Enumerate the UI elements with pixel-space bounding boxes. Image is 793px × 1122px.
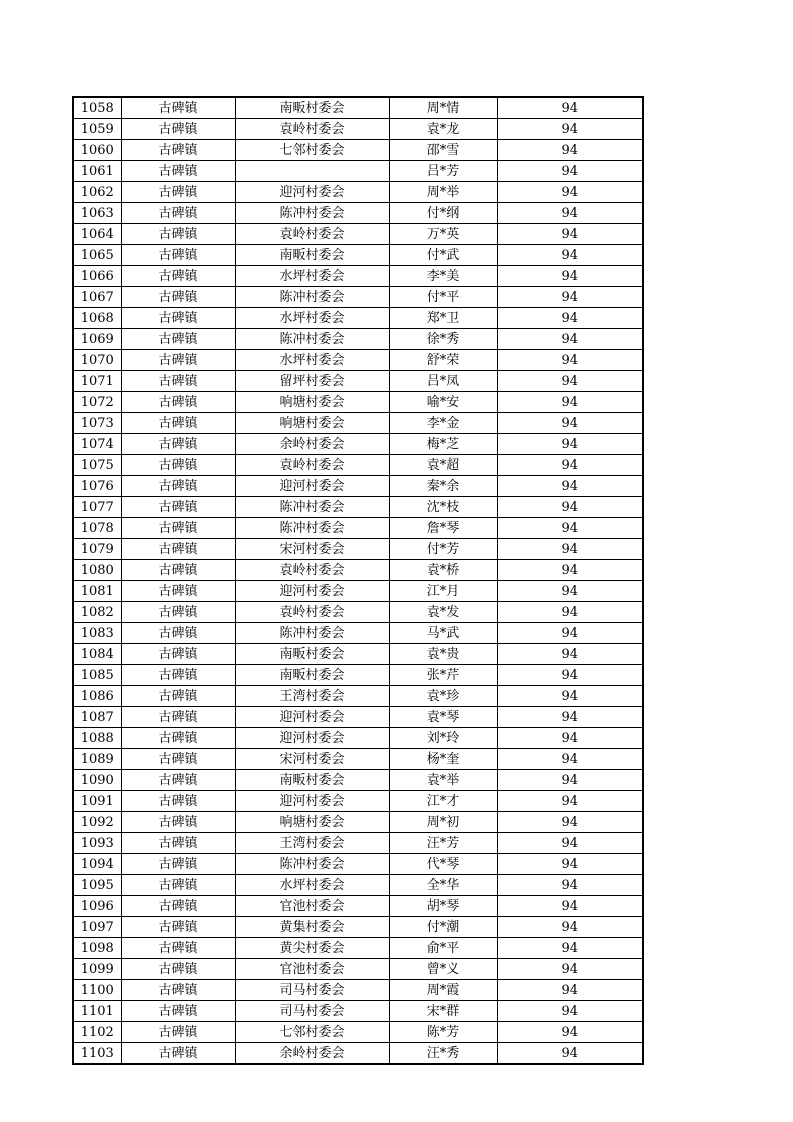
village-committee-cell: 宋河村委会 [235, 539, 389, 560]
village-committee-cell: 陈冲村委会 [235, 329, 389, 350]
person-name-cell: 付*芳 [389, 539, 497, 560]
town-cell: 古碑镇 [121, 917, 235, 938]
table-row [73, 245, 643, 266]
village-committee-cell: 七邻村委会 [235, 1022, 389, 1043]
town-cell: 古碑镇 [121, 287, 235, 308]
town-cell: 古碑镇 [121, 959, 235, 980]
village-committee-cell: 南畈村委会 [235, 665, 389, 686]
score-cell: 94 [497, 728, 643, 749]
score-cell: 94 [497, 602, 643, 623]
person-name-cell: 代*琴 [389, 854, 497, 875]
row-id-cell: 1098 [73, 938, 121, 959]
score-cell: 94 [497, 97, 643, 119]
row-id-cell: 1100 [73, 980, 121, 1001]
row-id-cell: 1077 [73, 497, 121, 518]
village-committee-cell: 南畈村委会 [235, 770, 389, 791]
person-name-cell: 张*芹 [389, 665, 497, 686]
score-cell: 94 [497, 707, 643, 728]
town-cell: 古碑镇 [121, 833, 235, 854]
person-name-cell: 周*举 [389, 182, 497, 203]
person-name-cell: 徐*秀 [389, 329, 497, 350]
row-id-cell: 1072 [73, 392, 121, 413]
table-row [73, 812, 643, 833]
score-cell: 94 [497, 329, 643, 350]
table-row [73, 833, 643, 854]
village-committee-cell: 陈冲村委会 [235, 854, 389, 875]
score-cell: 94 [497, 371, 643, 392]
score-cell: 94 [497, 266, 643, 287]
village-committee-cell: 宋河村委会 [235, 749, 389, 770]
score-cell: 94 [497, 497, 643, 518]
table-row [73, 1043, 643, 1065]
town-cell: 古碑镇 [121, 119, 235, 140]
town-cell: 古碑镇 [121, 1043, 235, 1065]
person-name-cell: 周*情 [389, 97, 497, 119]
town-cell: 古碑镇 [121, 896, 235, 917]
town-cell: 古碑镇 [121, 308, 235, 329]
town-cell: 古碑镇 [121, 938, 235, 959]
table-row [73, 434, 643, 455]
score-cell: 94 [497, 938, 643, 959]
score-cell: 94 [497, 119, 643, 140]
village-committee-cell: 迎河村委会 [235, 476, 389, 497]
village-committee-cell: 官池村委会 [235, 959, 389, 980]
table-row [73, 728, 643, 749]
score-cell: 94 [497, 182, 643, 203]
score-cell: 94 [497, 959, 643, 980]
row-id-cell: 1084 [73, 644, 121, 665]
row-id-cell: 1068 [73, 308, 121, 329]
table-row [73, 287, 643, 308]
village-committee-cell: 迎河村委会 [235, 707, 389, 728]
village-committee-cell: 黄集村委会 [235, 917, 389, 938]
table-row [73, 161, 643, 182]
score-cell: 94 [497, 203, 643, 224]
table-row [73, 770, 643, 791]
person-name-cell: 全*华 [389, 875, 497, 896]
village-committee-cell: 王湾村委会 [235, 833, 389, 854]
score-cell: 94 [497, 539, 643, 560]
score-cell: 94 [497, 413, 643, 434]
score-cell: 94 [497, 749, 643, 770]
village-committee-cell: 水坪村委会 [235, 266, 389, 287]
town-cell: 古碑镇 [121, 1022, 235, 1043]
data-table [72, 96, 644, 1065]
table-row [73, 749, 643, 770]
row-id-cell: 1092 [73, 812, 121, 833]
row-id-cell: 1076 [73, 476, 121, 497]
town-cell: 古碑镇 [121, 497, 235, 518]
row-id-cell: 1097 [73, 917, 121, 938]
town-cell: 古碑镇 [121, 581, 235, 602]
table-row [73, 392, 643, 413]
table-row [73, 560, 643, 581]
table-row [73, 1022, 643, 1043]
village-committee-cell: 陈冲村委会 [235, 497, 389, 518]
village-committee-cell: 陈冲村委会 [235, 518, 389, 539]
table-row [73, 854, 643, 875]
person-name-cell: 付*武 [389, 245, 497, 266]
village-committee-cell: 七邻村委会 [235, 140, 389, 161]
village-committee-cell: 袁岭村委会 [235, 119, 389, 140]
village-committee-cell: 陈冲村委会 [235, 203, 389, 224]
table-row [73, 686, 643, 707]
row-id-cell: 1070 [73, 350, 121, 371]
row-id-cell: 1074 [73, 434, 121, 455]
person-name-cell: 周*霞 [389, 980, 497, 1001]
village-committee-cell: 迎河村委会 [235, 581, 389, 602]
town-cell: 古碑镇 [121, 644, 235, 665]
score-cell: 94 [497, 1043, 643, 1065]
village-committee-cell: 迎河村委会 [235, 182, 389, 203]
person-name-cell: 李*美 [389, 266, 497, 287]
row-id-cell: 1067 [73, 287, 121, 308]
village-committee-cell: 司马村委会 [235, 1001, 389, 1022]
row-id-cell: 1094 [73, 854, 121, 875]
town-cell: 古碑镇 [121, 686, 235, 707]
person-name-cell: 宋*群 [389, 1001, 497, 1022]
row-id-cell: 1061 [73, 161, 121, 182]
table-row [73, 182, 643, 203]
town-cell: 古碑镇 [121, 371, 235, 392]
person-name-cell: 刘*玲 [389, 728, 497, 749]
person-name-cell: 袁*龙 [389, 119, 497, 140]
town-cell: 古碑镇 [121, 602, 235, 623]
table-row [73, 875, 643, 896]
score-cell: 94 [497, 560, 643, 581]
row-id-cell: 1064 [73, 224, 121, 245]
table-row [73, 959, 643, 980]
village-committee-cell: 留坪村委会 [235, 371, 389, 392]
score-cell: 94 [497, 917, 643, 938]
row-id-cell: 1101 [73, 1001, 121, 1022]
table-row [73, 665, 643, 686]
row-id-cell: 1102 [73, 1022, 121, 1043]
village-committee-cell: 陈冲村委会 [235, 287, 389, 308]
table-row [73, 917, 643, 938]
table-row [73, 329, 643, 350]
table-row [73, 119, 643, 140]
town-cell: 古碑镇 [121, 539, 235, 560]
town-cell: 古碑镇 [121, 329, 235, 350]
person-name-cell: 舒*荣 [389, 350, 497, 371]
person-name-cell: 袁*举 [389, 770, 497, 791]
town-cell: 古碑镇 [121, 97, 235, 119]
person-name-cell: 秦*余 [389, 476, 497, 497]
score-cell: 94 [497, 896, 643, 917]
score-cell: 94 [497, 476, 643, 497]
town-cell: 古碑镇 [121, 182, 235, 203]
town-cell: 古碑镇 [121, 224, 235, 245]
table-row [73, 413, 643, 434]
table-row [73, 791, 643, 812]
town-cell: 古碑镇 [121, 707, 235, 728]
row-id-cell: 1081 [73, 581, 121, 602]
person-name-cell: 江*才 [389, 791, 497, 812]
table-row [73, 518, 643, 539]
table-row [73, 308, 643, 329]
row-id-cell: 1069 [73, 329, 121, 350]
row-id-cell: 1060 [73, 140, 121, 161]
person-name-cell: 袁*琴 [389, 707, 497, 728]
person-name-cell: 胡*琴 [389, 896, 497, 917]
person-name-cell: 万*英 [389, 224, 497, 245]
score-cell: 94 [497, 350, 643, 371]
row-id-cell: 1058 [73, 97, 121, 119]
person-name-cell: 袁*珍 [389, 686, 497, 707]
town-cell: 古碑镇 [121, 203, 235, 224]
table-row [73, 1001, 643, 1022]
score-cell: 94 [497, 875, 643, 896]
village-committee-cell: 响塘村委会 [235, 812, 389, 833]
row-id-cell: 1080 [73, 560, 121, 581]
person-name-cell: 杨*奎 [389, 749, 497, 770]
town-cell: 古碑镇 [121, 980, 235, 1001]
village-committee-cell: 南畈村委会 [235, 245, 389, 266]
town-cell: 古碑镇 [121, 413, 235, 434]
row-id-cell: 1065 [73, 245, 121, 266]
town-cell: 古碑镇 [121, 350, 235, 371]
town-cell: 古碑镇 [121, 434, 235, 455]
table-row [73, 224, 643, 245]
score-cell: 94 [497, 1022, 643, 1043]
person-name-cell: 喻*安 [389, 392, 497, 413]
town-cell: 古碑镇 [121, 245, 235, 266]
town-cell: 古碑镇 [121, 812, 235, 833]
village-committee-cell: 余岭村委会 [235, 434, 389, 455]
village-committee-cell: 袁岭村委会 [235, 560, 389, 581]
row-id-cell: 1087 [73, 707, 121, 728]
town-cell: 古碑镇 [121, 623, 235, 644]
row-id-cell: 1062 [73, 182, 121, 203]
person-name-cell: 付*平 [389, 287, 497, 308]
row-id-cell: 1078 [73, 518, 121, 539]
town-cell: 古碑镇 [121, 455, 235, 476]
person-name-cell: 俞*平 [389, 938, 497, 959]
score-cell: 94 [497, 287, 643, 308]
score-cell: 94 [497, 623, 643, 644]
table-row [73, 476, 643, 497]
person-name-cell: 袁*桥 [389, 560, 497, 581]
village-committee-cell: 余岭村委会 [235, 1043, 389, 1065]
village-committee-cell: 袁岭村委会 [235, 224, 389, 245]
village-committee-cell: 司马村委会 [235, 980, 389, 1001]
table-row [73, 371, 643, 392]
row-id-cell: 1071 [73, 371, 121, 392]
village-committee-cell: 袁岭村委会 [235, 455, 389, 476]
village-committee-cell: 响塘村委会 [235, 392, 389, 413]
row-id-cell: 1075 [73, 455, 121, 476]
village-committee-cell: 水坪村委会 [235, 308, 389, 329]
village-committee-cell: 陈冲村委会 [235, 623, 389, 644]
town-cell: 古碑镇 [121, 728, 235, 749]
town-cell: 古碑镇 [121, 749, 235, 770]
village-committee-cell: 王湾村委会 [235, 686, 389, 707]
town-cell: 古碑镇 [121, 560, 235, 581]
score-cell: 94 [497, 812, 643, 833]
person-name-cell: 马*武 [389, 623, 497, 644]
town-cell: 古碑镇 [121, 770, 235, 791]
row-id-cell: 1083 [73, 623, 121, 644]
row-id-cell: 1063 [73, 203, 121, 224]
table-row [73, 140, 643, 161]
row-id-cell: 1090 [73, 770, 121, 791]
person-name-cell: 袁*发 [389, 602, 497, 623]
score-cell: 94 [497, 1001, 643, 1022]
row-id-cell: 1086 [73, 686, 121, 707]
score-cell: 94 [497, 791, 643, 812]
row-id-cell: 1095 [73, 875, 121, 896]
table-row [73, 707, 643, 728]
score-cell: 94 [497, 434, 643, 455]
row-id-cell: 1066 [73, 266, 121, 287]
score-cell: 94 [497, 854, 643, 875]
town-cell: 古碑镇 [121, 161, 235, 182]
village-committee-cell: 南畈村委会 [235, 97, 389, 119]
town-cell: 古碑镇 [121, 665, 235, 686]
table-body [73, 97, 643, 1064]
person-name-cell: 郑*卫 [389, 308, 497, 329]
score-cell: 94 [497, 665, 643, 686]
person-name-cell: 付*潮 [389, 917, 497, 938]
score-cell: 94 [497, 308, 643, 329]
village-committee-cell: 袁岭村委会 [235, 602, 389, 623]
score-cell: 94 [497, 245, 643, 266]
person-name-cell: 吕*芳 [389, 161, 497, 182]
row-id-cell: 1088 [73, 728, 121, 749]
score-cell: 94 [497, 581, 643, 602]
person-name-cell: 袁*贵 [389, 644, 497, 665]
person-name-cell: 沈*枝 [389, 497, 497, 518]
row-id-cell: 1073 [73, 413, 121, 434]
village-committee-cell: 水坪村委会 [235, 350, 389, 371]
person-name-cell: 詹*琴 [389, 518, 497, 539]
person-name-cell: 吕*凤 [389, 371, 497, 392]
village-committee-cell: 迎河村委会 [235, 728, 389, 749]
village-committee-cell: 官池村委会 [235, 896, 389, 917]
person-name-cell: 曾*义 [389, 959, 497, 980]
village-committee-cell: 迎河村委会 [235, 791, 389, 812]
person-name-cell: 付*纲 [389, 203, 497, 224]
score-cell: 94 [497, 455, 643, 476]
row-id-cell: 1079 [73, 539, 121, 560]
person-name-cell: 陈*芳 [389, 1022, 497, 1043]
score-cell: 94 [497, 392, 643, 413]
person-name-cell: 汪*芳 [389, 833, 497, 854]
village-committee-cell: 响塘村委会 [235, 413, 389, 434]
table-row [73, 602, 643, 623]
town-cell: 古碑镇 [121, 854, 235, 875]
table-row [73, 644, 643, 665]
table-row [73, 581, 643, 602]
person-name-cell: 李*金 [389, 413, 497, 434]
score-cell: 94 [497, 686, 643, 707]
table-row [73, 539, 643, 560]
town-cell: 古碑镇 [121, 266, 235, 287]
town-cell: 古碑镇 [121, 791, 235, 812]
person-name-cell: 邵*雪 [389, 140, 497, 161]
table-row [73, 350, 643, 371]
village-committee-cell: 黄尖村委会 [235, 938, 389, 959]
town-cell: 古碑镇 [121, 875, 235, 896]
row-id-cell: 1082 [73, 602, 121, 623]
row-id-cell: 1059 [73, 119, 121, 140]
town-cell: 古碑镇 [121, 518, 235, 539]
person-name-cell: 梅*芝 [389, 434, 497, 455]
table-row [73, 938, 643, 959]
table-row [73, 623, 643, 644]
person-name-cell: 袁*超 [389, 455, 497, 476]
row-id-cell: 1103 [73, 1043, 121, 1065]
row-id-cell: 1096 [73, 896, 121, 917]
score-cell: 94 [497, 518, 643, 539]
village-committee-cell [235, 161, 389, 182]
village-committee-cell: 南畈村委会 [235, 644, 389, 665]
row-id-cell: 1089 [73, 749, 121, 770]
score-cell: 94 [497, 644, 643, 665]
score-cell: 94 [497, 224, 643, 245]
table-row [73, 266, 643, 287]
table-row [73, 203, 643, 224]
row-id-cell: 1099 [73, 959, 121, 980]
person-name-cell: 汪*秀 [389, 1043, 497, 1065]
town-cell: 古碑镇 [121, 392, 235, 413]
town-cell: 古碑镇 [121, 140, 235, 161]
score-cell: 94 [497, 140, 643, 161]
score-cell: 94 [497, 770, 643, 791]
person-name-cell: 江*月 [389, 581, 497, 602]
table-row [73, 980, 643, 1001]
village-committee-cell: 水坪村委会 [235, 875, 389, 896]
town-cell: 古碑镇 [121, 1001, 235, 1022]
row-id-cell: 1085 [73, 665, 121, 686]
score-cell: 94 [497, 980, 643, 1001]
table-row [73, 896, 643, 917]
table-row [73, 97, 643, 119]
score-cell: 94 [497, 833, 643, 854]
row-id-cell: 1091 [73, 791, 121, 812]
table-row [73, 497, 643, 518]
town-cell: 古碑镇 [121, 476, 235, 497]
row-id-cell: 1093 [73, 833, 121, 854]
score-cell: 94 [497, 161, 643, 182]
person-name-cell: 周*初 [389, 812, 497, 833]
table-row [73, 455, 643, 476]
